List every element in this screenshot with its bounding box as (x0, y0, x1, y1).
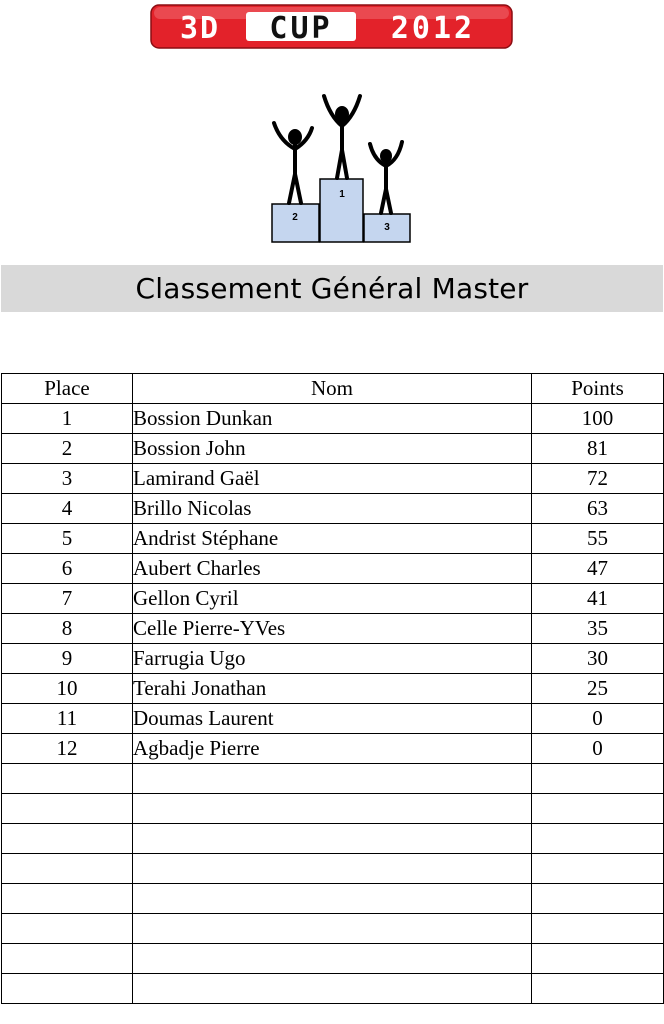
podium-illustration (262, 86, 418, 246)
table-row (2, 644, 664, 674)
points-cell: 0 (532, 704, 664, 734)
table-row (2, 584, 664, 614)
points-cell: 100 (532, 404, 664, 434)
name-cell: Gellon Cyril (133, 584, 532, 614)
table-row (2, 524, 664, 554)
place-cell (2, 764, 133, 794)
third-place-figure-icon (370, 142, 402, 213)
podium-number-second: 2 (292, 212, 298, 223)
place-cell: 9 (2, 644, 133, 674)
header-place: Place (2, 374, 133, 404)
place-cell: 12 (2, 734, 133, 764)
name-cell: Aubert Charles (133, 554, 532, 584)
name-cell (133, 884, 532, 914)
empty-table-row (2, 974, 664, 1004)
podium-number-first: 1 (339, 189, 345, 200)
place-cell: 2 (2, 434, 133, 464)
table-row (2, 734, 664, 764)
place-cell (2, 974, 133, 1004)
points-cell (532, 794, 664, 824)
title-banner (1, 265, 663, 312)
table-row (2, 464, 664, 494)
table-header-row (2, 374, 664, 404)
points-cell (532, 884, 664, 914)
name-cell: Andrist Stéphane (133, 524, 532, 554)
name-cell: Brillo Nicolas (133, 494, 532, 524)
header-points: Points (532, 374, 664, 404)
name-cell (133, 854, 532, 884)
name-cell (133, 944, 532, 974)
logo-text-cup: CUP (269, 11, 333, 46)
name-cell: Celle Pierre-YVes (133, 614, 532, 644)
points-cell: 0 (532, 734, 664, 764)
place-cell: 11 (2, 704, 133, 734)
table-row (2, 704, 664, 734)
points-cell: 35 (532, 614, 664, 644)
place-cell: 1 (2, 404, 133, 434)
table-row (2, 674, 664, 704)
name-cell (133, 914, 532, 944)
name-cell: Bossion Dunkan (133, 404, 532, 434)
place-cell: 6 (2, 554, 133, 584)
place-cell: 10 (2, 674, 133, 704)
empty-table-row (2, 914, 664, 944)
podium-block-second (272, 204, 319, 242)
second-place-figure-icon (274, 123, 312, 203)
place-cell (2, 824, 133, 854)
points-cell: 41 (532, 584, 664, 614)
empty-table-row (2, 944, 664, 974)
place-cell: 7 (2, 584, 133, 614)
table-row (2, 554, 664, 584)
place-cell (2, 854, 133, 884)
place-cell: 3 (2, 464, 133, 494)
points-cell: 72 (532, 464, 664, 494)
place-cell: 5 (2, 524, 133, 554)
points-cell: 63 (532, 494, 664, 524)
name-cell: Bossion John (133, 434, 532, 464)
ranking-table-body (2, 404, 664, 1004)
points-cell (532, 854, 664, 884)
name-cell: Farrugia Ugo (133, 644, 532, 674)
empty-table-row (2, 794, 664, 824)
header-name: Nom (133, 374, 532, 404)
table-row (2, 494, 664, 524)
logo-text-3d: 3D (179, 11, 221, 46)
points-cell: 81 (532, 434, 664, 464)
name-cell: Lamirand Gaël (133, 464, 532, 494)
place-cell: 8 (2, 614, 133, 644)
points-cell (532, 914, 664, 944)
name-cell (133, 824, 532, 854)
name-cell (133, 794, 532, 824)
points-cell: 30 (532, 644, 664, 674)
name-cell (133, 764, 532, 794)
place-cell (2, 794, 133, 824)
table-row (2, 434, 664, 464)
table-row (2, 404, 664, 434)
empty-table-row (2, 884, 664, 914)
empty-table-row (2, 764, 664, 794)
points-cell (532, 764, 664, 794)
empty-table-row (2, 824, 664, 854)
logo-text-2012: 2012 (390, 11, 476, 46)
winner-figure-icon (324, 96, 360, 178)
name-cell (133, 974, 532, 1004)
points-cell (532, 944, 664, 974)
3d-cup-2012-logo (150, 4, 513, 49)
empty-table-row (2, 854, 664, 884)
place-cell (2, 944, 133, 974)
name-cell: Terahi Jonathan (133, 674, 532, 704)
points-cell: 47 (532, 554, 664, 584)
points-cell (532, 824, 664, 854)
place-cell (2, 884, 133, 914)
name-cell: Agbadje Pierre (133, 734, 532, 764)
points-cell: 25 (532, 674, 664, 704)
table-row (2, 614, 664, 644)
points-cell: 55 (532, 524, 664, 554)
page-title: Classement Général Master (135, 272, 529, 305)
ranking-table (1, 373, 664, 1004)
name-cell: Doumas Laurent (133, 704, 532, 734)
place-cell (2, 914, 133, 944)
points-cell (532, 974, 664, 1004)
place-cell: 4 (2, 494, 133, 524)
podium-number-third: 3 (384, 222, 390, 233)
